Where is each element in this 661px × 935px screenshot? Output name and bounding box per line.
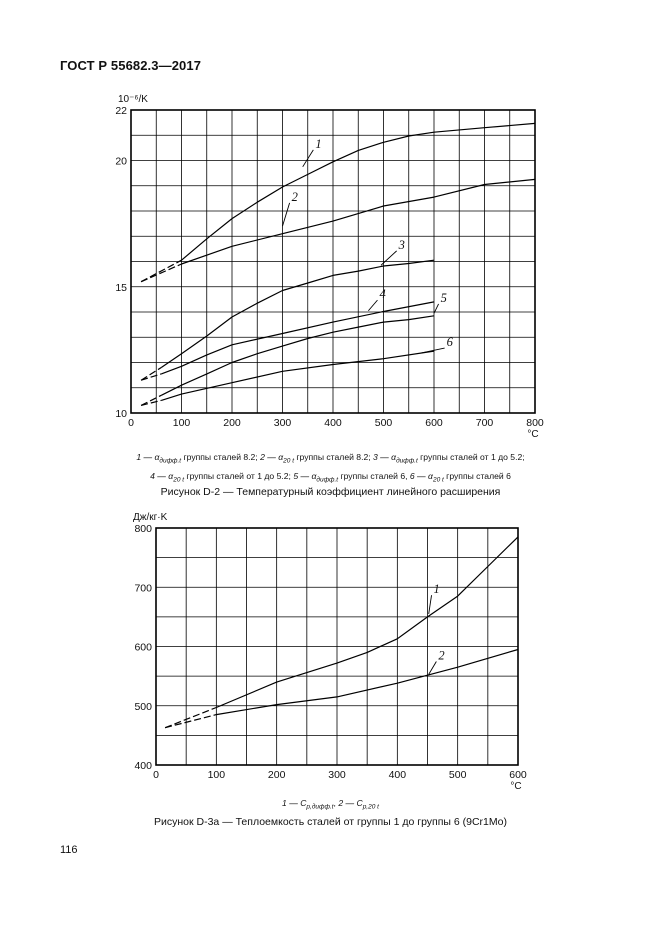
legend-symbol: α [278,452,284,462]
grid-lines [156,528,518,765]
y-tick-label: 15 [115,281,127,294]
y-tick-label: 700 [134,582,152,595]
y-axis-unit: Дж/кг·K [133,512,168,523]
figure2-legend-line1 [60,796,601,815]
legend-text: , [333,798,339,808]
y-tick-label: 600 [134,641,152,654]
legend-number: 1 [136,452,142,462]
legend-number: 2 [260,452,265,462]
figure2-legend [60,796,601,815]
legend-text: группы сталей 6, [338,470,410,481]
y-tick-label: 400 [134,760,152,772]
document-header: ГОСТ Р 55682.3—2017 [60,58,202,73]
figure1-legend-line1 [60,450,601,469]
y-axis-unit: 10⁻⁶/K [118,94,148,105]
x-tick-label: 600 [509,769,527,781]
legend-entry-5: 5 — $\alpha_{дифф.t}$ группы сталей 6, [293,470,410,484]
figure1-legend [60,450,601,487]
y-tick-label: 22 [115,105,127,117]
x-tick-label: 400 [324,417,342,429]
legend-text: группы сталей 6 [443,470,511,481]
legend-subscript: 20 t [283,457,295,465]
legend-entry-3: 3 — $\alpha_{дифф.t}$ группы сталей от 1 до 5.2; [373,452,525,465]
legend-text: группы сталей от 1 до 5.2; [184,470,294,481]
y-tick-label: 20 [115,155,127,168]
figure2-caption: Рисунок D-3a — Теплоемкость сталей от группы 1 до группы 6 (9Cr1Mo) [154,816,507,828]
series-3-line [161,260,434,367]
series-4-line [161,302,434,374]
legend-number: 4 [150,470,155,481]
legend-subscript: дифф.t [159,457,182,465]
legend-subscript: p,дифф.t [306,803,334,811]
legend-symbol: C [356,798,363,808]
series-2-dashed-line [165,715,216,728]
legend-text: группы сталей от 1 до 5.2; [417,452,525,462]
legend-entry-1: 1 — $\alpha_{дифф.t}$ группы сталей 8.2; [136,452,261,465]
y-tick-label: 500 [134,700,152,713]
legend-symbol: α [428,470,433,481]
legend-text: группы сталей 8.2; [294,452,374,462]
legend-subscript: дифф.t [316,476,339,484]
legend-number: 5 [293,470,299,481]
series-5-dashed-line [141,395,161,405]
legend-symbol: α [168,470,174,481]
x-tick-label: 200 [223,417,241,429]
series-5-label: 5 [440,290,447,305]
x-axis-unit: °C [527,429,539,440]
x-tick-label: 100 [207,769,226,781]
legend-text: группы сталей 8.2; [181,452,261,462]
x-tick-label: 700 [475,417,494,429]
x-tick-label: 500 [374,417,393,429]
legend-symbol: C [300,798,307,808]
series-2-leader [283,203,290,226]
legend-entry-2: 2 — $\alpha_{20 t}$ группы сталей 8.2; [260,452,374,465]
legend-symbol: α [391,452,397,462]
series-6-leader [421,348,444,353]
heat-capacity-chart [0,512,661,798]
legend-entry-4: 4 — $\alpha_{20 t}$ группы сталей от 1 до 5.2; [150,470,294,484]
x-tick-label: 300 [328,769,346,781]
series-3-label: 3 [398,237,405,252]
series-4-label: 4 [379,287,386,302]
x-tick-label: 400 [388,769,407,781]
page-number: 116 [60,844,78,856]
x-tick-label: 200 [267,769,286,781]
series-3-dashed-line [141,368,161,381]
x-tick-label: 0 [128,417,134,429]
series-1-dashed-line [165,708,216,728]
x-axis-unit: °C [510,781,522,792]
legend-entry-1: 1 — $C_{p,дифф.t}$, [282,798,339,811]
series-4-leader [368,300,377,311]
grid-lines [131,110,535,413]
legend-subscript: дифф.t [396,457,418,465]
series-2-leader [429,662,437,675]
x-tick-label: 800 [526,417,544,429]
legend-number: 6 [409,470,415,481]
series-2-label: 2 [438,648,445,663]
legend-subscript: 20 t [432,476,444,484]
legend-symbol: α [311,470,317,481]
legend-entry-6: 6 — $\alpha_{20 t}$ группы сталей 6 [409,470,511,484]
figure1-legend-line2 [60,469,601,488]
y-tick-label: 10 [115,408,127,420]
series-1-leader [429,595,432,614]
series-6-label: 6 [446,335,453,350]
series-5-line [161,316,434,396]
x-tick-label: 0 [153,769,159,781]
legend-number: 1 [282,798,287,808]
x-tick-label: 600 [425,417,443,429]
legend-subscript: 20 t [173,476,185,484]
figure1-caption: Рисунок D-2 — Температурный коэффициент линейного расширения [160,486,501,498]
x-tick-label: 300 [273,417,292,429]
thermal-expansion-chart [0,88,661,438]
legend-number: 2 [338,798,344,808]
x-tick-label: 100 [172,417,191,429]
y-tick-label: 800 [134,523,152,535]
legend-entry-2: 2 — $C_{p,20 t}$ [338,798,379,811]
x-tick-label: 500 [448,769,467,781]
series-2-dashed-line [141,264,181,282]
series-6-dashed-line [141,400,161,405]
series-1-label: 1 [433,582,440,597]
legend-subscript: p,20 t [362,803,379,811]
series-2-label: 2 [291,189,298,204]
series-1-label: 1 [315,136,322,151]
legend-symbol: α [154,452,160,462]
legend-number: 3 [373,452,378,462]
series-4-dashed-line [141,374,161,380]
